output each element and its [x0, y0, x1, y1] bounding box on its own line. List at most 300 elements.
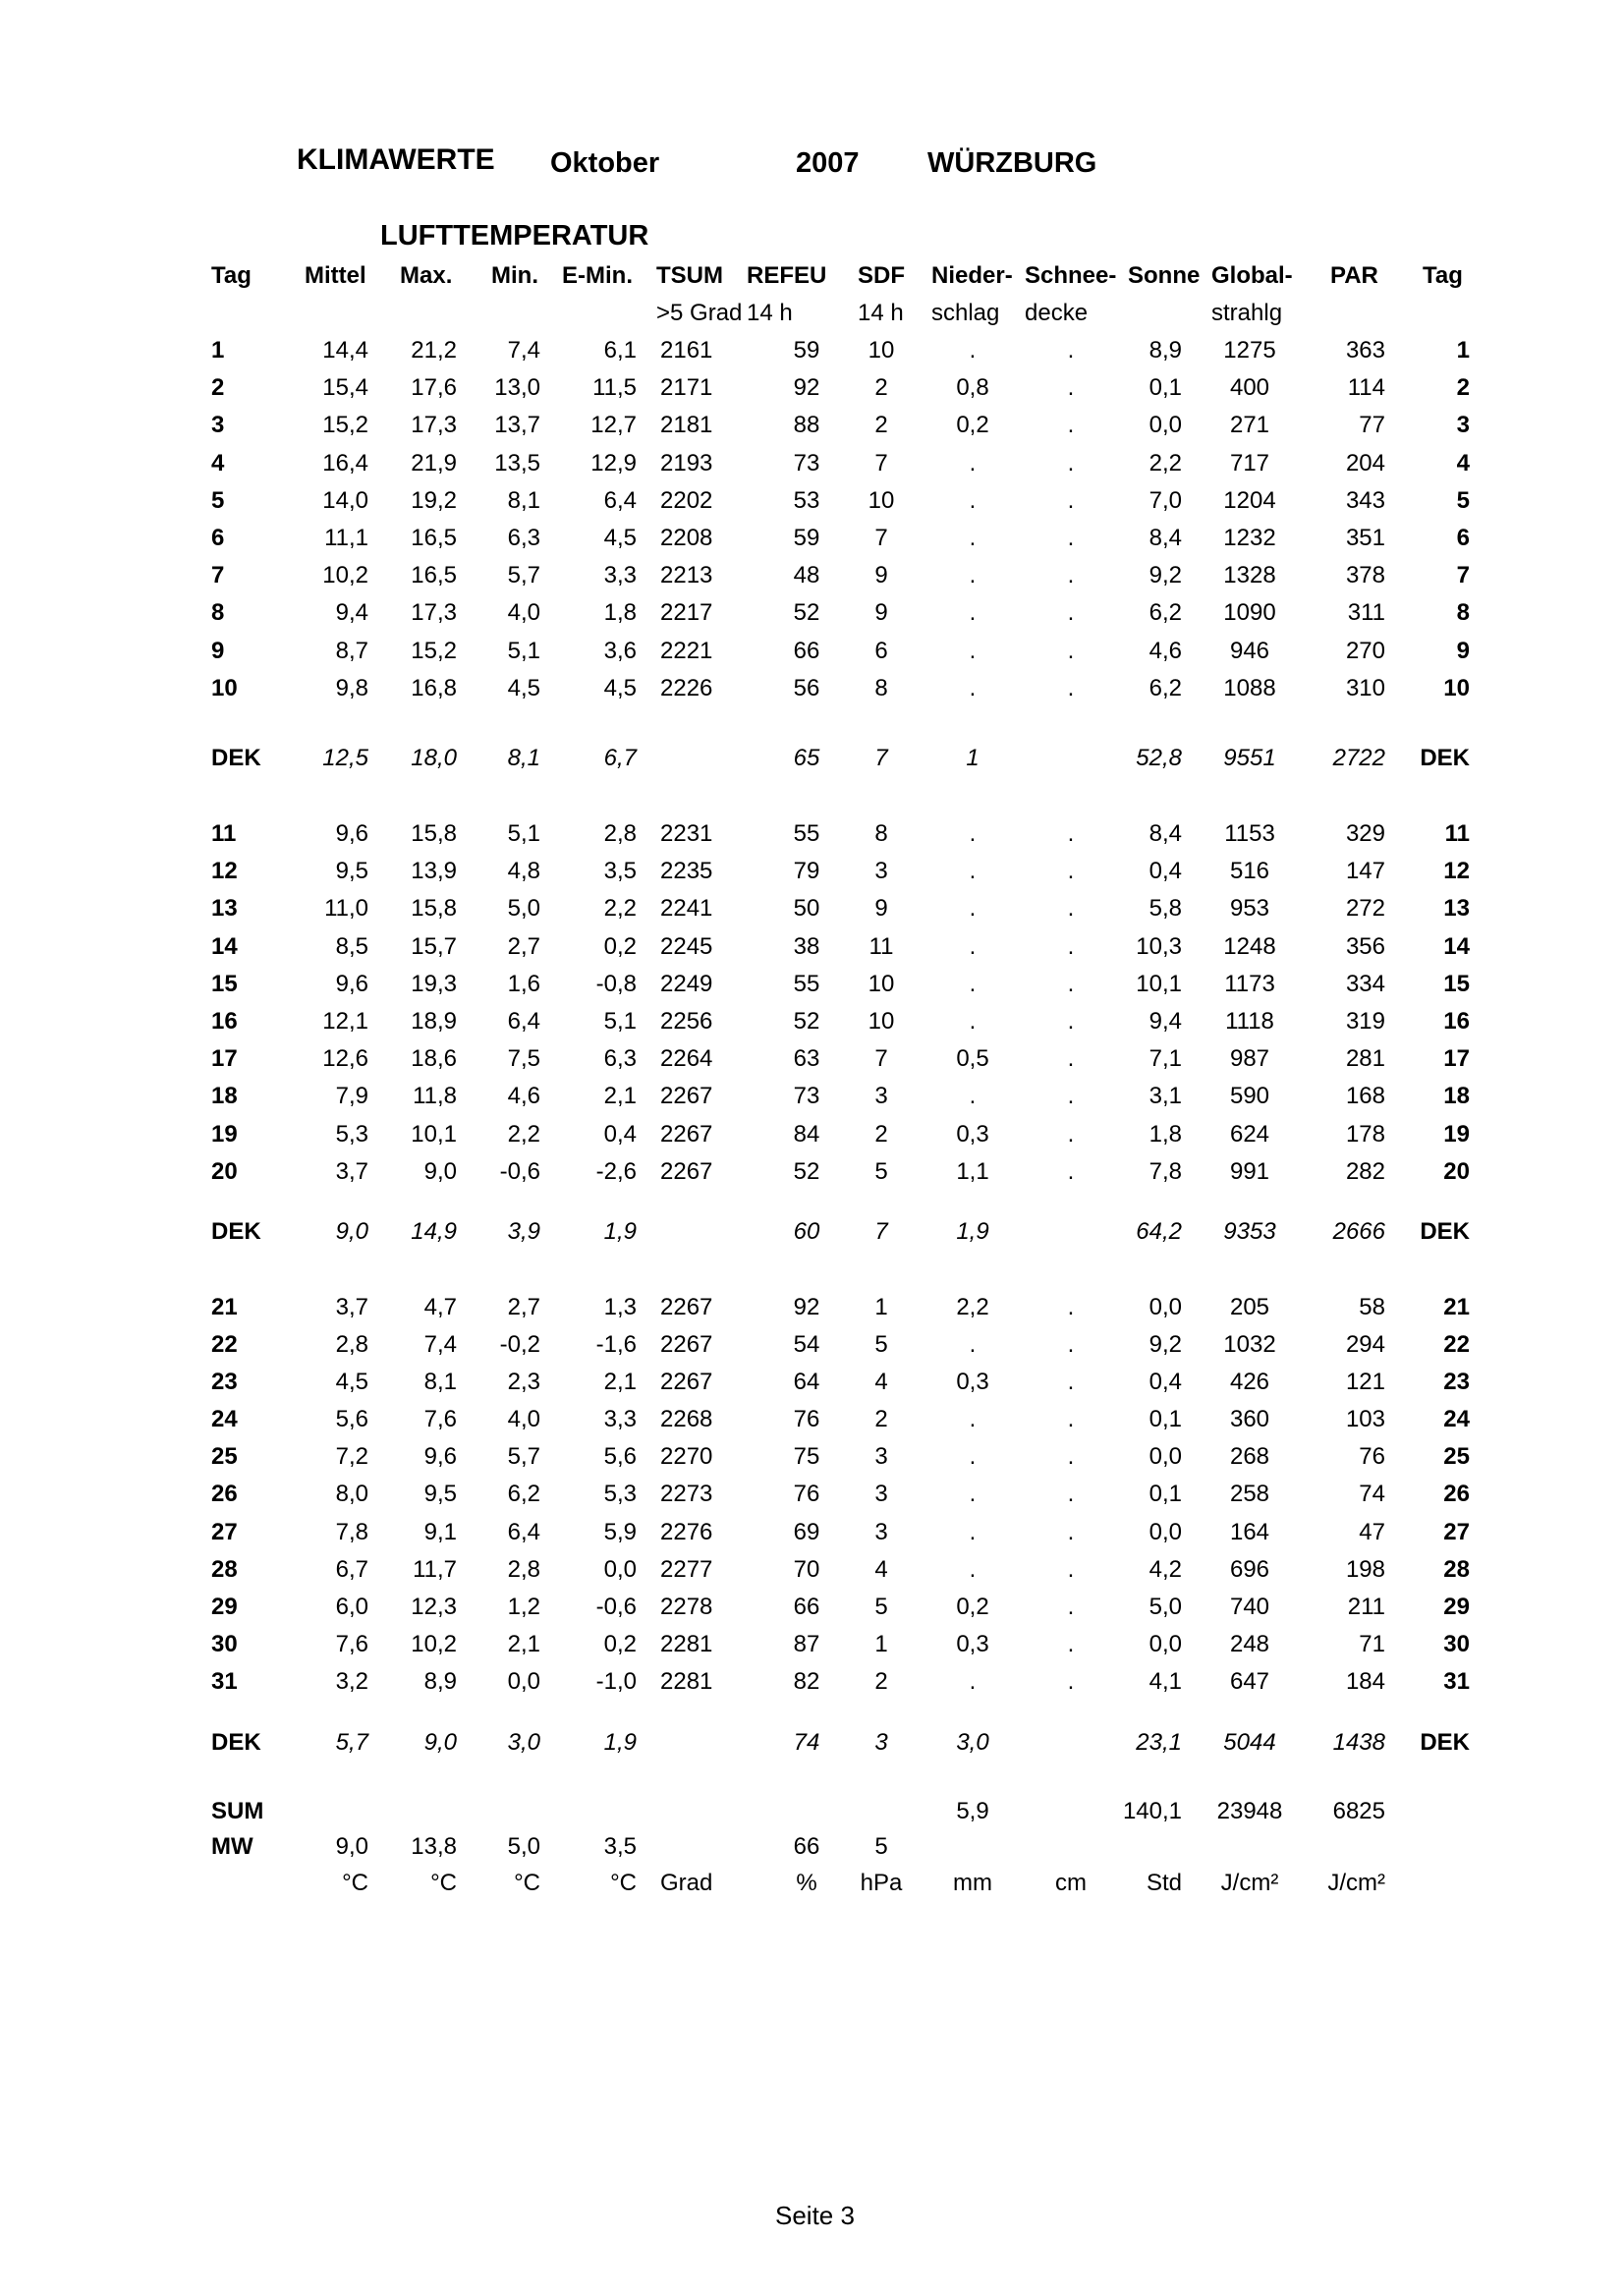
cell-global: 205 — [1229, 1294, 1270, 1320]
cell-sonne: 6,2 — [1148, 599, 1182, 626]
cell-sonne: 0,0 — [1148, 1443, 1182, 1470]
cell-min: 5,0 — [507, 1833, 540, 1860]
cell-max: 11,8 — [413, 1083, 457, 1109]
cell-par: 319 — [1345, 1008, 1385, 1035]
cell-refeu: 87 — [793, 1631, 820, 1657]
cell-max: 18,6 — [411, 1045, 457, 1072]
cell-tsum: 2281 — [660, 1631, 713, 1657]
cell-mittel: 14,4 — [322, 337, 368, 364]
cell-schnee: . — [1067, 337, 1075, 364]
cell-par: 6825 — [1332, 1798, 1385, 1824]
cell-global: 987 — [1229, 1045, 1270, 1072]
cell-refeu: 64 — [793, 1369, 820, 1395]
cell-tag: 11 — [1444, 820, 1470, 847]
cell-max: 14,9 — [411, 1218, 457, 1245]
decade-summary-row — [0, 745, 1624, 782]
cell-mittel: 14,0 — [322, 487, 368, 514]
cell-max: 16,8 — [411, 675, 457, 701]
cell-tag: 27 — [1443, 1519, 1470, 1545]
cell-e-min: 11,5 — [592, 374, 637, 401]
cell-sonne: 4,1 — [1148, 1668, 1182, 1695]
cell-par: 178 — [1345, 1121, 1385, 1148]
cell-e-min: 1,3 — [603, 1294, 637, 1320]
cell-global: J/cm² — [1220, 1870, 1279, 1896]
table-row — [0, 895, 1624, 932]
cell-sonne: 64,2 — [1136, 1218, 1182, 1245]
table-row — [0, 638, 1624, 675]
cell-global: 1232 — [1223, 525, 1276, 551]
cell-e-min: -2,6 — [595, 1158, 637, 1185]
cell-global: 1204 — [1223, 487, 1276, 514]
table-row — [0, 412, 1624, 449]
cell-e-min: 5,6 — [603, 1443, 637, 1470]
cell-max: 18,0 — [411, 745, 457, 771]
cell-e-min: 0,2 — [603, 933, 637, 960]
cell-global: 624 — [1229, 1121, 1270, 1148]
cell-sdf: 3 — [874, 1481, 888, 1507]
cell-tag: 21 — [211, 1294, 238, 1320]
cell-schnee: . — [1067, 599, 1075, 626]
cell-global: 400 — [1229, 374, 1270, 401]
table-row — [0, 562, 1624, 599]
cell-refeu: 70 — [793, 1556, 820, 1583]
cell-tag: 24 — [1443, 1406, 1470, 1432]
cell-sdf: 3 — [874, 858, 888, 884]
cell-tag: 30 — [1443, 1631, 1470, 1657]
cell-e-min: 5,9 — [603, 1519, 637, 1545]
section-title: LUFTTEMPERATUR — [380, 220, 649, 252]
cell-refeu: 52 — [793, 1008, 820, 1035]
cell-nieder: . — [969, 675, 977, 701]
cell-tag: 24 — [211, 1406, 238, 1432]
cell-tag: 3 — [211, 412, 225, 438]
cell-tsum: 2273 — [660, 1481, 713, 1507]
cell-global: 953 — [1229, 895, 1270, 922]
cell-mittel: 5,6 — [335, 1406, 368, 1432]
cell-par: 281 — [1345, 1045, 1385, 1072]
cell-sdf: 7 — [874, 745, 888, 771]
table-row — [0, 487, 1624, 525]
cell-mittel: 6,0 — [335, 1594, 368, 1620]
cell-e-min: -0,6 — [595, 1594, 637, 1620]
cell-schnee: . — [1067, 374, 1075, 401]
cell-tsum: 2267 — [660, 1294, 713, 1320]
cell-min: 4,0 — [507, 1406, 540, 1432]
table-row — [0, 1008, 1624, 1045]
cell-sonne: 5,8 — [1148, 895, 1182, 922]
cell-tag: 29 — [211, 1594, 238, 1620]
cell-tsum: 2270 — [660, 1443, 713, 1470]
cell-min: 6,4 — [507, 1008, 540, 1035]
cell-min: 3,9 — [507, 1218, 540, 1245]
cell-tag: 6 — [1456, 525, 1470, 551]
cell-schnee: . — [1067, 638, 1075, 664]
cell-tag: 16 — [211, 1008, 238, 1035]
cell-min: 7,5 — [507, 1045, 540, 1072]
cell-schnee: . — [1067, 858, 1075, 884]
cell-max: 19,3 — [411, 971, 457, 997]
cell-global: 164 — [1229, 1519, 1270, 1545]
cell-nieder: 1,9 — [956, 1218, 989, 1245]
table-row — [0, 1121, 1624, 1158]
cell-e-min: °C — [610, 1870, 637, 1896]
cell-nieder: . — [969, 450, 977, 476]
cell-sdf: 4 — [874, 1556, 888, 1583]
cell-e-min: 12,7 — [590, 412, 637, 438]
cell-sonne: 0,4 — [1148, 858, 1182, 884]
cell-global: 1088 — [1223, 675, 1276, 701]
cell-mittel: °C — [342, 1870, 368, 1896]
cell-tag: 30 — [211, 1631, 238, 1657]
cell-tsum: 2213 — [660, 562, 713, 588]
cell-max: 17,6 — [411, 374, 457, 401]
cell-e-min: 1,9 — [603, 1729, 637, 1756]
cell-tag: 20 — [1443, 1158, 1470, 1185]
cell-min: 13,5 — [494, 450, 540, 476]
cell-sonne: 0,4 — [1148, 1369, 1182, 1395]
cell-min: 4,5 — [507, 675, 540, 701]
cell-sdf: 9 — [874, 599, 888, 626]
cell-schnee: . — [1067, 1369, 1075, 1395]
cell-max: 16,5 — [411, 525, 457, 551]
cell-min: 2,8 — [507, 1556, 540, 1583]
cell-sdf: 10 — [868, 1008, 895, 1035]
table-row — [0, 1158, 1624, 1196]
table-row — [0, 374, 1624, 412]
cell-tsum: 2217 — [660, 599, 713, 626]
cell-mittel: 15,2 — [322, 412, 368, 438]
cell-max: Max. — [400, 262, 453, 289]
cell-global: strahlg — [1211, 300, 1283, 326]
cell-tag: 25 — [1443, 1443, 1470, 1470]
cell-par: 58 — [1359, 1294, 1385, 1320]
cell-tag: 14 — [1443, 933, 1470, 960]
table-row — [0, 1369, 1624, 1406]
cell-e-min: 6,1 — [603, 337, 637, 364]
cell-schnee: decke — [1025, 300, 1089, 326]
cell-max: 8,1 — [423, 1369, 457, 1395]
cell-max: 15,2 — [411, 638, 457, 664]
cell-schnee: . — [1067, 562, 1075, 588]
cell-max: 9,6 — [423, 1443, 457, 1470]
cell-min: 2,3 — [507, 1369, 540, 1395]
cell-nieder: . — [969, 1519, 977, 1545]
cell-refeu: 55 — [793, 971, 820, 997]
cell-par: 282 — [1345, 1158, 1385, 1185]
cell-e-min: E-Min. — [562, 262, 633, 289]
cell-schnee: . — [1067, 1008, 1075, 1035]
table-row — [0, 1556, 1624, 1594]
cell-sdf: 3 — [874, 1083, 888, 1109]
cell-mittel: Mittel — [305, 262, 366, 289]
cell-schnee: cm — [1055, 1870, 1087, 1896]
cell-schnee: . — [1067, 525, 1075, 551]
cell-tag: 1 — [211, 337, 225, 364]
cell-global: 1248 — [1223, 933, 1276, 960]
cell-refeu: 65 — [793, 745, 820, 771]
cell-min: 13,7 — [494, 412, 540, 438]
cell-e-min: 12,9 — [590, 450, 637, 476]
cell-par: 168 — [1345, 1083, 1385, 1109]
cell-e-min: 0,4 — [603, 1121, 637, 1148]
cell-mittel: 9,6 — [335, 820, 368, 847]
cell-max: 12,3 — [411, 1594, 457, 1620]
cell-tag: DEK — [211, 745, 261, 771]
cell-sdf: 3 — [874, 1729, 888, 1756]
cell-nieder: 0,3 — [956, 1631, 989, 1657]
cell-tag: 19 — [211, 1121, 238, 1148]
cell-schnee: . — [1067, 487, 1075, 514]
cell-sdf: SDF — [858, 262, 905, 289]
cell-tag: 29 — [1443, 1594, 1470, 1620]
cell-par: 356 — [1345, 933, 1385, 960]
cell-tag: 12 — [211, 858, 238, 884]
cell-min: 5,7 — [507, 562, 540, 588]
cell-min: 2,7 — [507, 933, 540, 960]
cell-global: 1153 — [1224, 820, 1275, 847]
cell-sdf: 10 — [868, 971, 895, 997]
cell-max: °C — [430, 1870, 457, 1896]
cell-sonne: 0,1 — [1148, 374, 1182, 401]
cell-nieder: 2,2 — [956, 1294, 989, 1320]
cell-tsum: 2264 — [660, 1045, 713, 1072]
cell-e-min: 3,3 — [603, 562, 637, 588]
cell-tag: 4 — [211, 450, 225, 476]
cell-schnee: . — [1067, 895, 1075, 922]
cell-refeu: 60 — [793, 1218, 820, 1245]
cell-schnee: . — [1067, 450, 1075, 476]
cell-max: 21,2 — [411, 337, 457, 364]
cell-schnee: . — [1067, 412, 1075, 438]
cell-nieder: . — [969, 1331, 977, 1358]
cell-sdf: 2 — [874, 1668, 888, 1695]
cell-refeu: 55 — [793, 820, 820, 847]
cell-refeu: 74 — [793, 1729, 820, 1756]
cell-sonne: Sonne — [1128, 262, 1201, 289]
cell-refeu: 66 — [793, 1594, 820, 1620]
cell-tsum: 2256 — [660, 1008, 713, 1035]
cell-tag: 27 — [211, 1519, 238, 1545]
cell-refeu: 88 — [793, 412, 820, 438]
cell-max: 13,8 — [411, 1833, 457, 1860]
cell-par: 71 — [1359, 1631, 1385, 1657]
cell-global: 248 — [1229, 1631, 1270, 1657]
cell-schnee: . — [1067, 1443, 1075, 1470]
cell-mittel: 10,2 — [322, 562, 368, 588]
cell-mittel: 6,7 — [335, 1556, 368, 1583]
cell-tsum: 2202 — [660, 487, 713, 514]
cell-schnee: . — [1067, 675, 1075, 701]
cell-par: 363 — [1345, 337, 1385, 364]
cell-tsum: 2208 — [660, 525, 713, 551]
cell-e-min: 1,8 — [603, 599, 637, 626]
cell-sonne: 1,8 — [1148, 1121, 1182, 1148]
cell-schnee: . — [1067, 1331, 1075, 1358]
cell-tag: DEK — [1420, 1729, 1470, 1756]
cell-sdf: 5 — [874, 1158, 888, 1185]
cell-mittel: 12,1 — [322, 1008, 368, 1035]
cell-sdf: 6 — [874, 638, 888, 664]
cell-global: 696 — [1229, 1556, 1270, 1583]
cell-tag: 1 — [1456, 337, 1470, 364]
cell-tag: 19 — [1443, 1121, 1470, 1148]
cell-par: 378 — [1345, 562, 1385, 588]
cell-global: 1032 — [1223, 1331, 1276, 1358]
cell-max: 7,4 — [423, 1331, 457, 1358]
cell-refeu: 50 — [793, 895, 820, 922]
cell-par: 77 — [1359, 412, 1385, 438]
cell-mittel: 9,5 — [335, 858, 368, 884]
cell-max: 13,9 — [411, 858, 457, 884]
cell-tag: 11 — [211, 820, 237, 847]
cell-sdf: 2 — [874, 1406, 888, 1432]
cell-tag: 17 — [211, 1045, 238, 1072]
cell-min: 8,1 — [507, 487, 540, 514]
cell-par: 211 — [1347, 1594, 1385, 1620]
cell-min: -0,2 — [499, 1331, 540, 1358]
cell-e-min: 3,5 — [603, 858, 637, 884]
cell-tsum: 2221 — [660, 638, 713, 664]
cell-sdf: 8 — [874, 675, 888, 701]
cell-sdf: 5 — [874, 1833, 888, 1860]
cell-tag: 18 — [1443, 1083, 1470, 1109]
cell-tag: 26 — [211, 1481, 238, 1507]
cell-nieder: . — [969, 562, 977, 588]
cell-par: 184 — [1345, 1668, 1385, 1695]
table-row — [0, 1045, 1624, 1083]
cell-tag: 22 — [211, 1331, 238, 1358]
cell-max: 17,3 — [411, 412, 457, 438]
cell-refeu: 76 — [793, 1406, 820, 1432]
cell-par: 270 — [1345, 638, 1385, 664]
cell-nieder: 0,2 — [956, 1594, 989, 1620]
cell-sonne: 0,0 — [1148, 1631, 1182, 1657]
cell-nieder: 1,1 — [956, 1158, 989, 1185]
cell-max: 10,2 — [411, 1631, 457, 1657]
cell-e-min: 5,3 — [603, 1481, 637, 1507]
cell-par: 76 — [1359, 1443, 1385, 1470]
cell-tag: 5 — [1456, 487, 1470, 514]
table-row — [0, 337, 1624, 374]
cell-sdf: 4 — [874, 1369, 888, 1395]
cell-e-min: 4,5 — [603, 525, 637, 551]
cell-par: 272 — [1345, 895, 1385, 922]
cell-refeu: 75 — [793, 1443, 820, 1470]
cell-sonne: 0,0 — [1148, 412, 1182, 438]
cell-tsum: 2231 — [660, 820, 713, 847]
cell-mittel: 12,5 — [322, 745, 368, 771]
cell-tag: 18 — [211, 1083, 238, 1109]
cell-max: 8,9 — [423, 1668, 457, 1695]
mean-row — [0, 1833, 1624, 1871]
cell-sdf: 3 — [874, 1519, 888, 1545]
cell-sdf: 2 — [874, 412, 888, 438]
cell-sonne: 52,8 — [1136, 745, 1182, 771]
cell-tag: 2 — [1456, 374, 1470, 401]
cell-mittel: 2,8 — [335, 1331, 368, 1358]
cell-max: 7,6 — [423, 1406, 457, 1432]
cell-tag: 8 — [1456, 599, 1470, 626]
cell-min: Min. — [491, 262, 538, 289]
cell-tsum: 2281 — [660, 1668, 713, 1695]
cell-par: 204 — [1345, 450, 1385, 476]
cell-sonne: 9,2 — [1148, 562, 1182, 588]
cell-tag: 23 — [211, 1369, 238, 1395]
cell-nieder: . — [969, 971, 977, 997]
cell-nieder: . — [969, 337, 977, 364]
cell-tsum: 2193 — [660, 450, 713, 476]
table-row — [0, 1631, 1624, 1668]
cell-e-min: 6,3 — [603, 1045, 637, 1072]
cell-par: 74 — [1359, 1481, 1385, 1507]
cell-global: 647 — [1229, 1668, 1270, 1695]
cell-mittel: 7,8 — [335, 1519, 368, 1545]
cell-e-min: 0,2 — [603, 1631, 637, 1657]
cell-tsum: 2241 — [660, 895, 713, 922]
cell-tag: 7 — [211, 562, 225, 588]
cell-schnee: . — [1067, 1045, 1075, 1072]
cell-tag: 16 — [1443, 1008, 1470, 1035]
cell-refeu: 48 — [793, 562, 820, 588]
cell-nieder: . — [969, 1556, 977, 1583]
cell-global: 23948 — [1216, 1798, 1283, 1824]
cell-global: 258 — [1229, 1481, 1270, 1507]
cell-e-min: 3,3 — [603, 1406, 637, 1432]
cell-mittel: 5,7 — [335, 1729, 368, 1756]
cell-tag: 13 — [1443, 895, 1470, 922]
cell-sonne: 7,1 — [1148, 1045, 1182, 1072]
decade-summary-row — [0, 1218, 1624, 1256]
cell-tag: 23 — [1443, 1369, 1470, 1395]
cell-schnee: Schnee- — [1025, 262, 1117, 289]
cell-sdf: 9 — [874, 895, 888, 922]
cell-schnee: . — [1067, 933, 1075, 960]
cell-max: 9,0 — [423, 1729, 457, 1756]
cell-tsum: 2267 — [660, 1331, 713, 1358]
table-row — [0, 820, 1624, 858]
cell-tsum: 2278 — [660, 1594, 713, 1620]
report-month: Oktober — [550, 147, 660, 179]
cell-sdf: 10 — [868, 337, 895, 364]
cell-tag: 6 — [211, 525, 225, 551]
cell-tag: 12 — [1443, 858, 1470, 884]
cell-mittel: 8,0 — [335, 1481, 368, 1507]
cell-sdf: 11 — [868, 933, 894, 960]
cell-max: 21,9 — [411, 450, 457, 476]
cell-tag: 5 — [211, 487, 225, 514]
cell-sdf: 5 — [874, 1594, 888, 1620]
cell-par: 2666 — [1332, 1218, 1385, 1245]
cell-refeu: 38 — [793, 933, 820, 960]
table-row — [0, 1331, 1624, 1369]
cell-tsum: Grad — [660, 1870, 713, 1896]
table-row — [0, 675, 1624, 712]
cell-mittel: 11,0 — [324, 895, 368, 922]
cell-e-min: 6,7 — [603, 745, 637, 771]
cell-global: 268 — [1229, 1443, 1270, 1470]
cell-nieder: . — [969, 1008, 977, 1035]
cell-refeu: 14 h — [747, 300, 793, 326]
cell-global: 717 — [1229, 450, 1270, 476]
cell-mittel: 3,7 — [335, 1158, 368, 1185]
cell-sdf: 8 — [874, 820, 888, 847]
table-row — [0, 1594, 1624, 1631]
cell-tag: 7 — [1456, 562, 1470, 588]
cell-refeu: 92 — [793, 1294, 820, 1320]
cell-par: 103 — [1345, 1406, 1385, 1432]
cell-global: 1275 — [1223, 337, 1276, 364]
table-row — [0, 1443, 1624, 1481]
